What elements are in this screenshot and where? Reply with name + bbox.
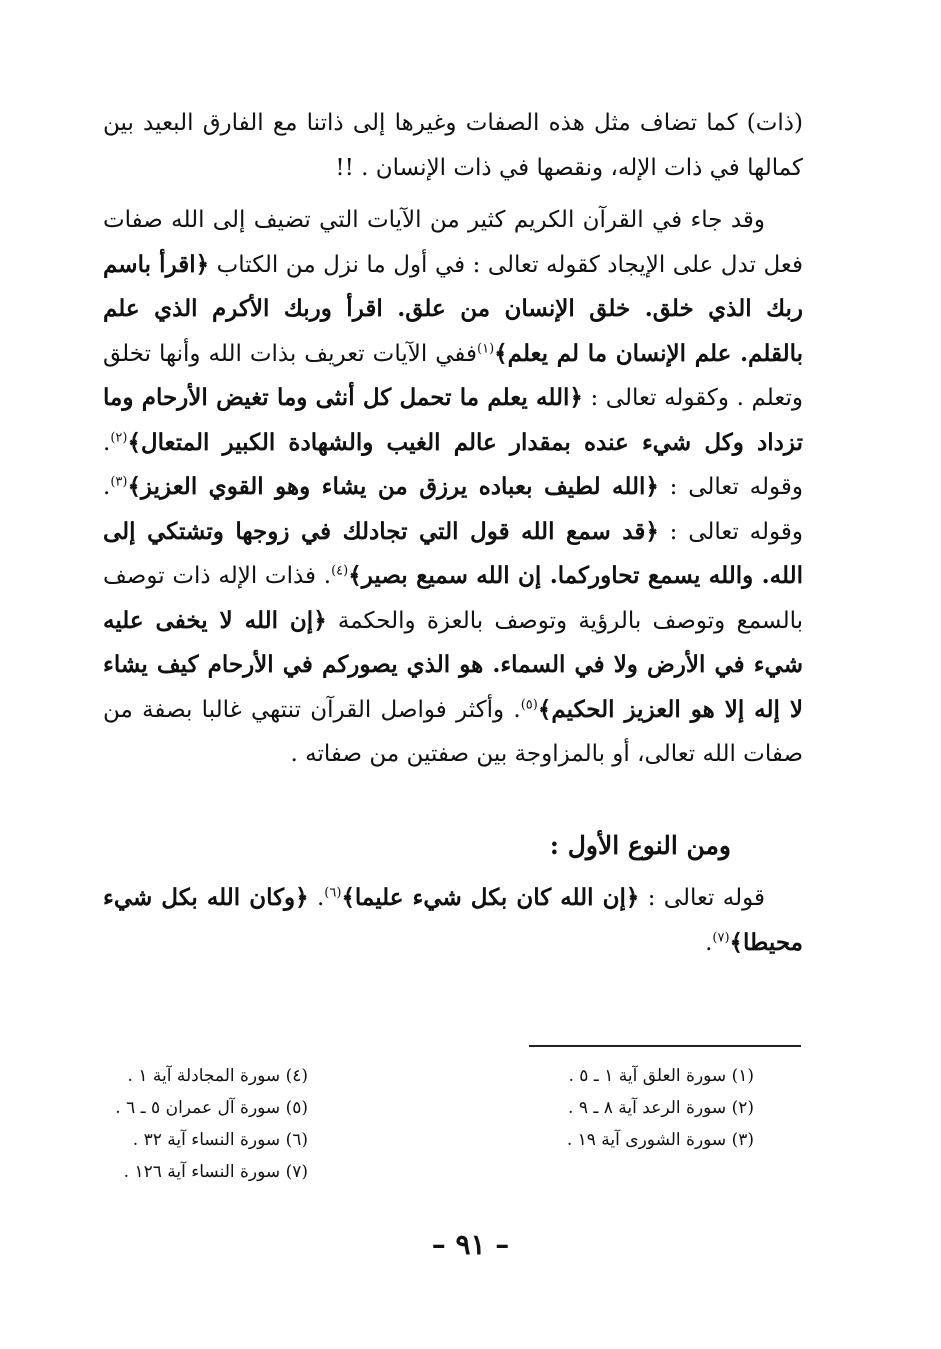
text-segment: ففي الآيات تعريف بذات الله وأنها تخلق وتعلم . وكقوله تعالى : [103,340,803,411]
footnote-item: (٦) سورة النساء آية ٣٢ . [132,1130,308,1150]
footnote-item: (٥) سورة آل عمران ٥ ـ ٦ . [115,1098,308,1118]
quran-quote: ﴿إن الله كان بكل شيء عليما﴾ [341,884,640,911]
quran-quote: ﴿إن الله لا يخفى عليه شيء في الأرض ولا في السماء. هو الذي يصوركم في الأرحام كيف يشاء لا إله إلا هو العزيز الحكيم﴾ [103,606,803,723]
text-segment: قوله تعالى : [639,885,765,911]
text-segment: . وقوله تعالى : [103,474,803,545]
text-segment: . [308,885,325,911]
quran-quote: ﴿وكان الله بكل شيء محيطا﴾ [103,884,803,956]
text-segment: . فذات الإله ذات توصف بالسمع وتوصف بالرؤية وتوصف بالعزة والحكمة [103,563,803,634]
footnotes-column-right [567,1060,754,1156]
text-segment: . [705,929,713,956]
footnote-item: (١) سورة العلق آية ١ ـ ٥ . [568,1066,754,1086]
footnote-item: (٤) سورة المجادلة آية ١ . [127,1066,308,1086]
quran-quote: ﴿اقرأ باسم ربك الذي خلق. خلق الإنسان من علق. اقرأ وربك الأكرم الذي علم بالقلم. علم الإنسان ما لم يعلم﴾ [103,250,803,367]
paragraph-examples [103,876,803,965]
footnote-ref[interactable]: (٦) [324,885,342,901]
text-segment: . وأكثر فواصل القرآن تنتهي غالبا بصفة من صفات الله تعالى، أو بالمزاوجة بين صفتين من صفاته . [103,696,803,767]
footnote-item: (٣) سورة الشورى آية ١٩ . [566,1130,754,1150]
page-number: – ٩١ – [431,1228,510,1261]
quran-quote: ﴿الله لطيف بعباده يرزق من يشاء وهو القوي العزيز﴾ [127,473,659,500]
paragraph-intro: (ذات) كما تضاف مثل هذه الصفات وغيرها إلى ذاتنا مع الفارق البعيد بين كمالها في ذات الإله، ونقصها في ذات الإنسان . !! [103,110,803,181]
text-segment: وقد جاء في القرآن الكريم كثير من الآيات التي تضيف إلى الله صفات فعل تدل على الإيجاد كقوله تعالى : في أول ما نزل من الكتاب [103,207,803,278]
quran-quote: ﴿الله يعلم ما تحمل كل أنثى وما تغيض الأرحام وما تزداد وكل شيء عنده بمقدار عالم الغيب والشهادة الكبير المتعال﴾ [103,384,803,456]
footnotes-column-left [115,1060,308,1188]
footnote-divider [529,1045,801,1047]
footnote-ref[interactable]: (١) [477,340,495,356]
footnote-ref[interactable]: (٣) [110,474,128,490]
section-heading: ومن النوع الأول : [549,831,731,860]
footnote-item: (٧) سورة النساء آية ١٢٦ . [123,1162,308,1182]
footnote-ref[interactable]: (٧) [712,929,730,945]
quran-quote: ﴿قد سمع الله قول التي تجادلك في زوجها وتشتكي إلى الله. والله يسمع تحاوركما. إن الله سميع بصير﴾ [103,517,803,589]
text-segment: . وقوله تعالى : [103,429,803,500]
footnote-item: (٢) سورة الرعد آية ٨ ـ ٩ . [568,1098,754,1118]
footnote-ref[interactable]: (٥) [520,696,538,712]
footnote-ref[interactable]: (٤) [331,563,349,579]
paragraph-verses [103,198,803,777]
footnote-ref[interactable]: (٢) [110,429,128,445]
